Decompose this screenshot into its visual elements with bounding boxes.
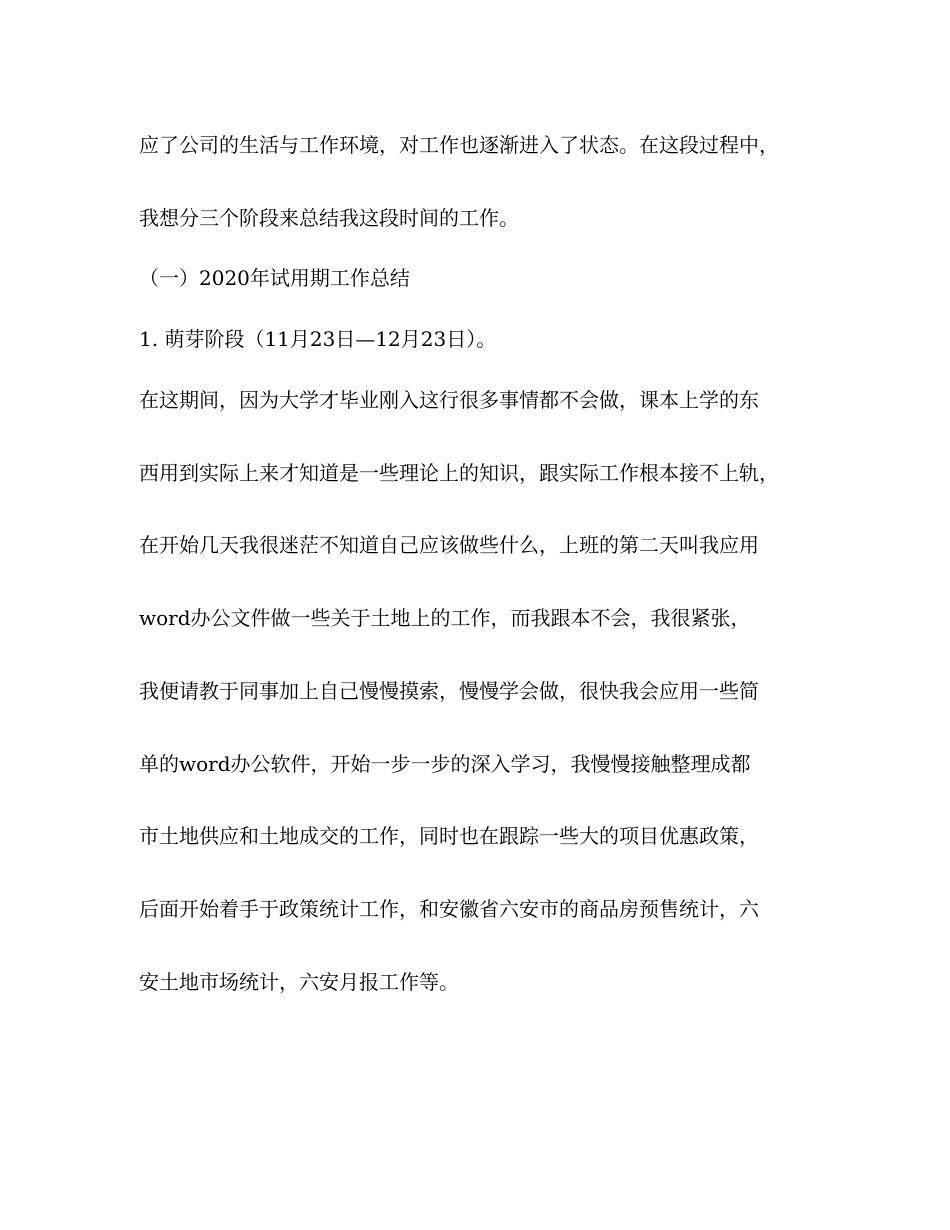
paragraph-line: 在开始几天我很迷茫不知道自己应该做些什么，上班的第二天叫我应用 <box>139 533 759 557</box>
subsection-heading: 1. 萌芽阶段（11月23日—12月23日）。 <box>139 327 497 351</box>
paragraph-line: 后面开始着手于政策统计工作，和安徽省六安市的商品房预售统计，六 <box>139 897 759 921</box>
section-heading: （一）2020年试用期工作总结 <box>139 266 410 290</box>
paragraph-line: 西用到实际上来才知道是一些理论上的知识，跟实际工作根本接不上轨， <box>139 461 779 485</box>
paragraph-line: 我便请教于同事加上自己慢慢摸索，慢慢学会做，很快我会应用一些简 <box>139 679 759 703</box>
paragraph-line: word办公文件做一些关于土地上的工作，而我跟本不会，我很紧张， <box>139 606 751 630</box>
paragraph-line: 在这期间，因为大学才毕业刚入这行很多事情都不会做，课本上学的东 <box>139 388 759 412</box>
paragraph-line: 安土地市场统计，六安月报工作等。 <box>139 970 459 994</box>
paragraph-line: 我想分三个阶段来总结我这段时间的工作。 <box>139 206 519 230</box>
paragraph-line: 市土地供应和土地成交的工作，同时也在跟踪一些大的项目优惠政策， <box>139 824 759 848</box>
paragraph-line: 应了公司的生活与工作环境，对工作也逐渐进入了状态。在这段过程中， <box>139 133 779 157</box>
paragraph-line: 单的word办公软件，开始一步一步的深入学习，我慢慢接触整理成都 <box>139 752 751 776</box>
